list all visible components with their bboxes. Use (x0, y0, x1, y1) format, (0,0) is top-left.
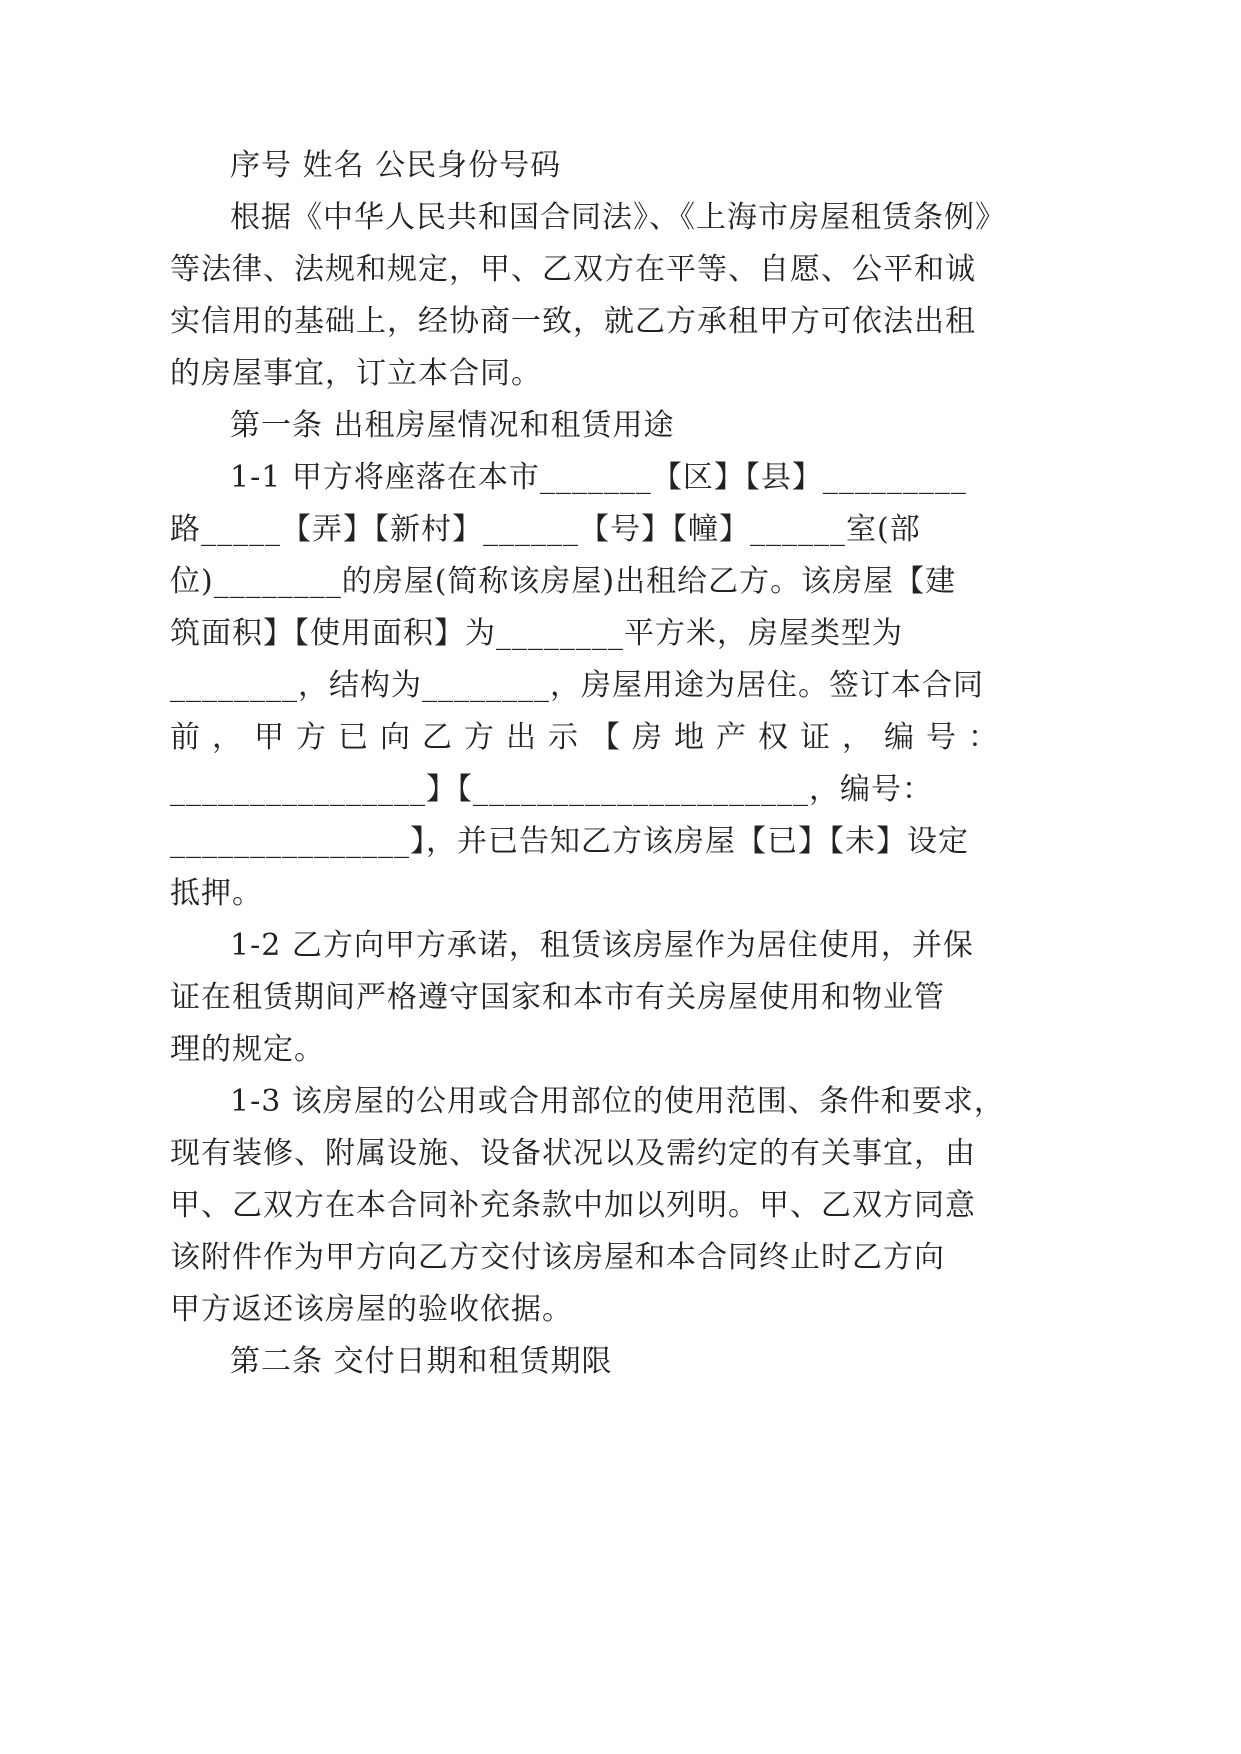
text-line: 甲方返还该房屋的验收依据。 (170, 1292, 573, 1327)
text-line: 位)________的房屋(简称该房屋)出租给乙方。该房屋【建 (170, 564, 957, 599)
text-line: 抵押。 (170, 876, 263, 911)
text-line: 实信用的基础上，经协商一致，就乙方承租甲方可依法出租 (170, 304, 976, 339)
text-line: 的房屋事宜，订立本合同。 (170, 356, 542, 391)
text-line: 理的规定。 (170, 1032, 325, 1067)
text-line: 路_____【弄】【新村】______【号】【幢】______室(部 (170, 512, 921, 547)
section-heading: 第一条 出租房屋情况和租赁用途 (230, 408, 675, 443)
text-line: 证在租赁期间严格遵守国家和本市有关房屋使用和物业管 (170, 980, 945, 1015)
text-line: 1-1 甲方将座落在本市_______【区】【县】_________ (230, 460, 967, 495)
text-line: 甲、乙双方在本合同补充条款中加以列明。甲、乙双方同意 (170, 1188, 976, 1223)
text-line: ________________】【_____________________，编号： (170, 772, 933, 807)
text-line: 1-2 乙方向甲方承诺，租赁该房屋作为居住使用，并保 (230, 928, 974, 963)
text-line: _______________】，并已告知乙方该房屋【已】【未】设定 (170, 824, 969, 859)
text-line: ________，结构为________，房屋用途为居住。签订本合同 (170, 668, 984, 703)
text-line: 等法律、法规和规定，甲、乙双方在平等、自愿、公平和诚 (170, 252, 976, 287)
section-heading: 第二条 交付日期和租赁期限 (230, 1344, 613, 1379)
text-line: 该附件作为甲方向乙方交付该房屋和本合同终止时乙方向 (170, 1240, 945, 1275)
text-line: 筑面积】【使用面积】为________平方米，房屋类型为 (170, 616, 903, 651)
text-line: 根据《中华人民共和国合同法》、《上海市房屋租赁条例》 (230, 200, 1006, 235)
text-line: 现有装修、附属设施、设备状况以及需约定的有关事宜，由 (170, 1136, 976, 1171)
text-line: 序号 姓名 公民身份号码 (230, 148, 562, 183)
text-line: 前，甲方已向乙方出示【房地产权证，编号： (170, 720, 1010, 755)
text-line: 1-3 该房屋的公用或合用部位的使用范围、条件和要求， (230, 1084, 1005, 1119)
